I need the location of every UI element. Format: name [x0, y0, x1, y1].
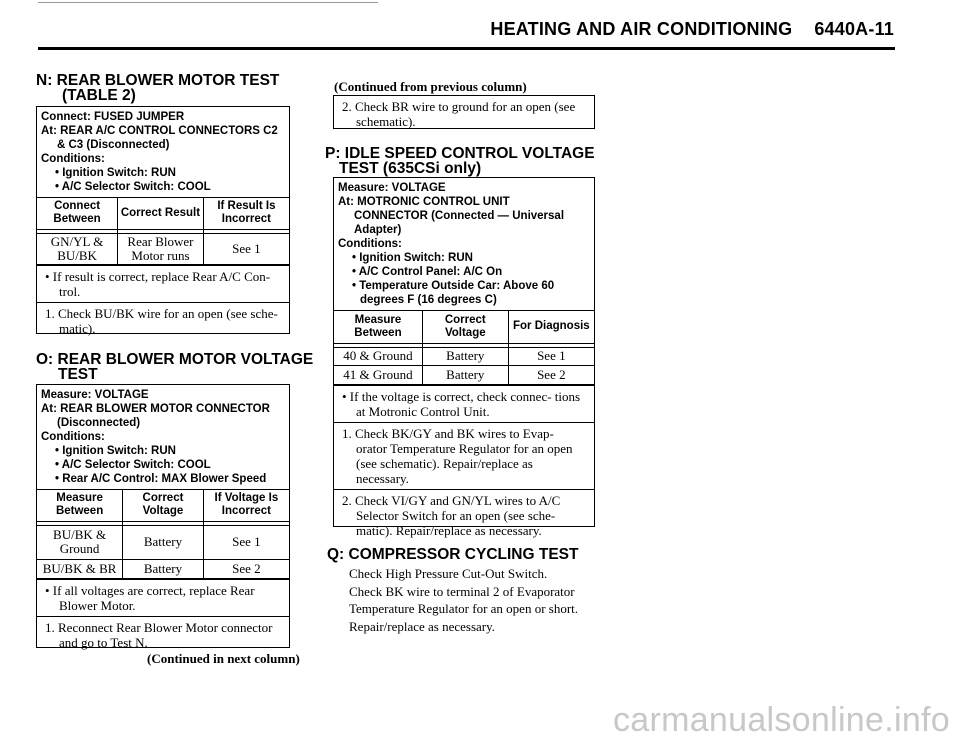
body-line: Check High Pressure Cut-Out Switch. [349, 566, 548, 581]
condition-item: • Temperature Outside Car: Above 60 [352, 280, 555, 292]
table-row [334, 365, 594, 384]
condition-item-cont: degrees F (16 degrees C) [360, 294, 497, 306]
note-1: 1. Reconnect Rear Blower Motor connector and go to Test N. [37, 616, 289, 653]
col-header: Correct Voltage [422, 311, 508, 343]
note-bullet: • If result is correct, replace Rear A/C Con- trol. [45, 268, 271, 299]
table-cell: Battery [422, 347, 508, 365]
section-n-box [36, 106, 290, 334]
condition-item: • Ignition Switch: RUN [352, 252, 473, 264]
table-cell: See 2 [203, 559, 289, 578]
note-bullet: • If the voltage is correct, check connec- tions at Motronic Control Unit. [342, 388, 581, 419]
conditions-label: Conditions: [41, 153, 105, 165]
table-row [37, 233, 289, 264]
col-header: If Result Is Incorrect [203, 198, 289, 229]
table-cell: Battery [123, 559, 204, 578]
page-header [490, 19, 894, 40]
table-row [37, 559, 289, 578]
col-header: Measure Between [334, 311, 422, 343]
condition-item: • Ignition Switch: RUN [55, 167, 176, 179]
section-o-title-line1: O: REAR BLOWER MOTOR VOLTAGE [36, 351, 314, 368]
table-cell: 41 & Ground [334, 365, 422, 384]
note-2: 2. Check BR wire to ground for an open (see schematic). [342, 99, 576, 129]
section-n-notes [37, 265, 289, 339]
continued-from-previous: (Continued from previous column) [334, 79, 527, 94]
section-o-table [37, 490, 289, 579]
condition-item: • Ignition Switch: RUN [55, 445, 176, 457]
at-line-2: & C3 (Disconnected) [57, 139, 170, 151]
section-p-box [333, 177, 595, 538]
header-title: HEATING AND AIR CONDITIONING [490, 19, 793, 39]
section-p-title-line1: P: IDLE SPEED CONTROL VOLTAGE [325, 145, 595, 162]
condition-item: • Rear A/C Control: MAX Blower Speed [55, 473, 267, 485]
body-line: Repair/replace as necessary. [349, 618, 496, 634]
section-n-title-line2: (TABLE 2) [62, 87, 136, 104]
col-header: Measure Between [37, 490, 123, 521]
at-line-3: Adapter) [354, 224, 402, 236]
section-q-body [349, 565, 578, 635]
section-o-box [36, 384, 290, 648]
section-n-title [36, 73, 279, 103]
col-header: Correct Voltage [123, 490, 204, 521]
col-header: Connect Between [37, 198, 118, 229]
condition-item: • A/C Selector Switch: COOL [55, 459, 211, 471]
section-q-title: Q: COMPRESSOR CYCLING TEST [327, 546, 579, 563]
body-line: Temperature Regulator for an open or short. [349, 601, 579, 616]
section-p-title-line2: TEST (635CSi only) [339, 160, 482, 177]
col-header: If Voltage Is Incorrect [203, 490, 289, 521]
section-n-table [37, 198, 289, 265]
condition-item: • A/C Control Panel: A/C On [352, 266, 503, 278]
table-cell: See 1 [203, 525, 289, 559]
measure-line: Measure: VOLTAGE [338, 182, 446, 194]
table-row [334, 347, 594, 365]
table-cell: Rear Blower Motor runs [118, 233, 204, 264]
note-bullet: • If all voltages are correct, replace Rear Blower Motor. [45, 582, 255, 613]
section-o-notes [37, 579, 289, 653]
conditions-label: Conditions: [41, 431, 105, 443]
table-row [37, 525, 289, 559]
header-rule [38, 47, 895, 50]
at-line-2: CONNECTOR (Connected — Universal [354, 210, 565, 222]
table-cell: Battery [422, 365, 508, 384]
note-1: 1. Check BK/GY and BK wires to Evap- orator Temperature Regulator for an open (see schematic). Repair/replace as necessary. [334, 422, 594, 489]
table-cell: BU/BK & Ground [37, 525, 123, 559]
page-number: 6440A-11 [814, 19, 894, 39]
body-line: Check BK wire to terminal 2 of Evaporator [349, 583, 575, 599]
conditions-label: Conditions: [338, 238, 402, 250]
section-o-setup [37, 385, 289, 490]
note-2: 2. Check VI/GY and GN/YL wires to A/C Selector Switch for an open (see sche- matic). Repair/replace as necessary. [334, 489, 594, 541]
section-n-setup [37, 107, 289, 198]
section-o-title [36, 352, 313, 382]
section-p-setup [334, 178, 594, 311]
section-p-table [334, 311, 594, 385]
measure-line: Measure: VOLTAGE [41, 389, 149, 401]
table-cell: Battery [123, 525, 204, 559]
table-cell: See 1 [508, 347, 594, 365]
table-cell: See 2 [508, 365, 594, 384]
section-p-notes [334, 385, 594, 541]
table-cell: 40 & Ground [334, 347, 422, 365]
continued-next-column: (Continued in next column) [147, 651, 300, 666]
section-p-title [325, 146, 595, 176]
col-header: Correct Result [118, 198, 204, 229]
at-line: At: REAR BLOWER MOTOR CONNECTOR [41, 403, 270, 415]
continued-box [333, 95, 595, 129]
table-cell: GN/YL & BU/BK [37, 233, 118, 264]
table-cell: BU/BK & BR [37, 559, 123, 578]
at-line: At: REAR A/C CONTROL CONNECTORS C2 [41, 125, 278, 137]
section-n-title-line1: N: REAR BLOWER MOTOR TEST [36, 72, 280, 89]
at-line-2: (Disconnected) [57, 417, 141, 429]
header-top-rule [38, 2, 378, 3]
connect-line: Connect: FUSED JUMPER [41, 111, 185, 123]
condition-item: • A/C Selector Switch: COOL [55, 181, 211, 193]
table-cell: See 1 [203, 233, 289, 264]
at-line: At: MOTRONIC CONTROL UNIT [338, 196, 510, 208]
watermark: carmanualsonline.info [612, 701, 950, 739]
col-header: For Diagnosis [508, 311, 594, 343]
section-o-title-line2: TEST [58, 366, 98, 383]
note-1: 1. Check BU/BK wire for an open (see sche- matic). [37, 302, 289, 339]
